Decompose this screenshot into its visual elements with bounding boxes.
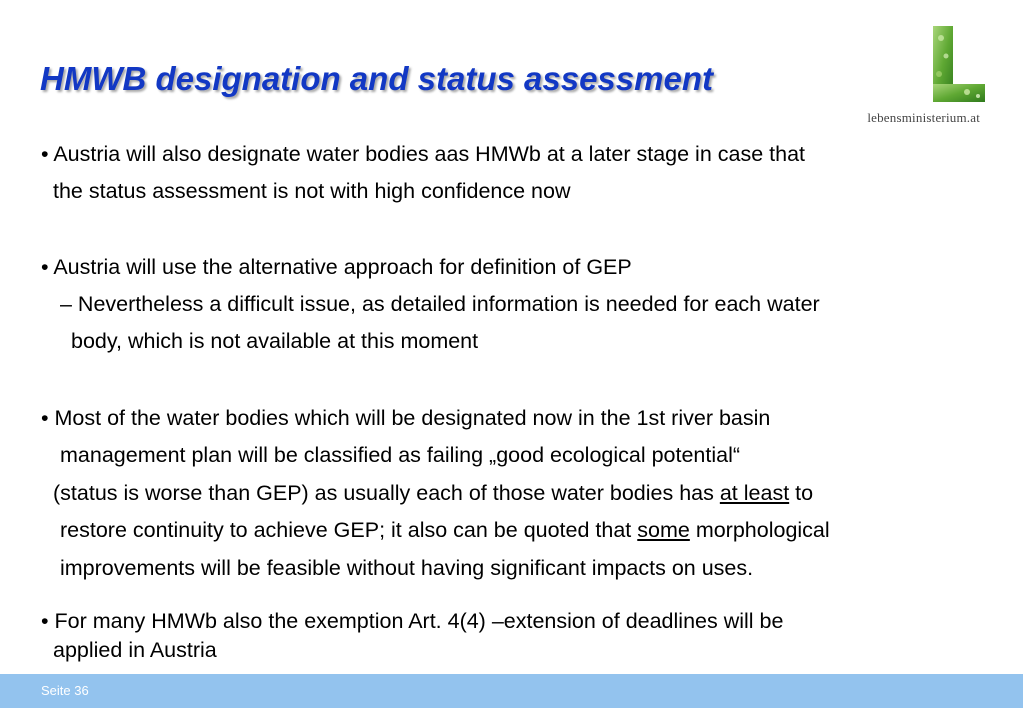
bullet-3-line-1: • Most of the water bodies which will be designated now in the 1st river basin: [41, 406, 771, 430]
bullet-1-line-1: • Austria will also designate water bodies aas HMWb at a later stage in case that: [41, 142, 805, 166]
logo: [820, 26, 990, 126]
bullet-3-line-5: improvements will be feasible without having significant impacts on uses.: [60, 556, 754, 580]
bullet-3-line-3: [53, 480, 813, 506]
bullet-3-line-4-text-post: morphological: [689, 518, 830, 542]
bullet-3-line-4: [60, 517, 830, 543]
bullet-4-line-2: applied in Austria: [53, 638, 217, 662]
bullet-2-sub-line-1: – Nevertheless a difficult issue, as detailed information is needed for each water: [60, 292, 820, 316]
bullet-3-line-2: management plan will be classified as failing „good ecological potential“: [60, 443, 741, 467]
bullet-3-underlined-at-least: at least: [719, 481, 790, 505]
page-number: Seite 36: [41, 683, 89, 698]
bullet-3-line-4-text-pre: restore continuity to achieve GEP; it also can be quoted that: [60, 518, 638, 542]
footer-bar: [0, 674, 1023, 708]
bullet-1-line-2: the status assessment is not with high confidence now: [53, 179, 571, 203]
bullet-2-sub-line-2: body, which is not available at this moment: [71, 329, 479, 353]
green-l-logo-icon: [933, 26, 993, 106]
bullet-3-underlined-some: some: [637, 518, 690, 542]
bullet-3-line-3-text-post: to: [789, 481, 814, 505]
logo-text: lebensministerium.at: [867, 110, 980, 125]
bullet-4-line-1: • For many HMWb also the exemption Art. 4(4) –extension of deadlines will be: [41, 609, 784, 633]
bullet-3-line-3-text-pre: (status is worse than GEP) as usually each of those water bodies has: [53, 481, 720, 505]
slide-title: HMWB designation and status assessment: [40, 60, 713, 97]
bullet-2-line-1: • Austria will use the alternative approach for definition of GEP: [41, 255, 632, 279]
